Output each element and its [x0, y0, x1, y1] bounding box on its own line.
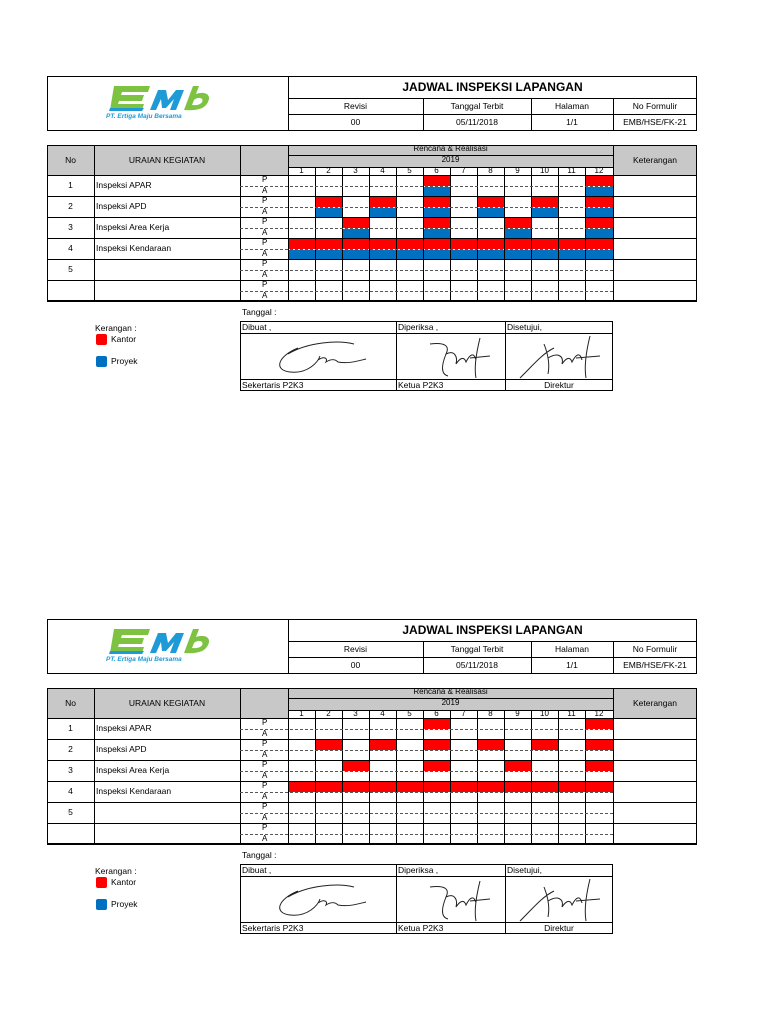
signature-mark: [258, 877, 378, 928]
company-logo: [104, 82, 216, 124]
col-header-uraian: URAIAN KEGIATAN: [128, 698, 206, 708]
plan-cell-4-m3: [343, 239, 369, 249]
header-label: Revisi: [343, 101, 368, 111]
actual-marker: A: [262, 291, 268, 300]
table-col-line: [613, 688, 614, 844]
row-activity-label: Inspeksi APD: [96, 744, 147, 754]
row-number: 2: [68, 744, 73, 754]
kantor-swatch: [96, 877, 107, 888]
plan-cell-4-m7: [451, 782, 477, 792]
plan-cell-4-m7: [451, 239, 477, 249]
actual-cell-2-m10: [532, 208, 558, 217]
actual-cell-4-m7: [451, 250, 477, 259]
plan-cell-4-m8: [478, 782, 504, 792]
plan-cell-1-m6: [424, 176, 450, 186]
month-col-line: [558, 167, 559, 301]
plan-cell-4-m12: [586, 239, 613, 249]
plan-cell-3-m6: [424, 761, 450, 771]
row-number: 2: [68, 201, 73, 211]
signature-name: Direktur: [544, 923, 574, 933]
plan-cell-4-m11: [559, 239, 585, 249]
plan-marker: P: [262, 781, 268, 790]
row-divider: [240, 291, 613, 292]
month-col-line: [450, 710, 451, 844]
plan-cell-4-m6: [424, 239, 450, 249]
month-label: 5: [407, 166, 412, 175]
signature-name: Sekertaris P2K3: [242, 923, 304, 933]
row-number: 1: [68, 723, 73, 733]
plan-cell-2-m6: [424, 740, 450, 750]
actual-cell-4-m6: [424, 250, 450, 259]
header-label: Tanggal Terbit: [450, 644, 504, 654]
month-label: 9: [515, 709, 520, 718]
month-label: 1: [299, 166, 304, 175]
date-label: Tanggal :: [242, 850, 277, 860]
month-label: 6: [434, 709, 439, 718]
actual-marker: A: [262, 270, 268, 279]
plan-cell-2-m2: [316, 740, 342, 750]
table-row-line: [47, 802, 697, 803]
actual-cell-2-m12: [586, 208, 613, 217]
row-activity-label: Inspeksi Kendaraan: [96, 243, 172, 253]
month-label: 8: [488, 709, 493, 718]
col-header-year: 2019: [441, 698, 460, 707]
plan-cell-2-m4: [370, 740, 396, 750]
actual-cell-1-m6: [424, 187, 450, 196]
plan-cell-4-m1: [289, 782, 315, 792]
legend-label: Kantor: [111, 334, 137, 344]
actual-marker: A: [262, 729, 268, 738]
plan-cell-4-m9: [505, 782, 531, 792]
month-col-line: [423, 710, 424, 844]
legend-title: Kerangan :: [95, 866, 137, 876]
plan-cell-4-m2: [316, 782, 342, 792]
month-col-line: [558, 710, 559, 844]
month-label: 3: [353, 166, 358, 175]
header-value: 00: [350, 660, 361, 670]
signature-role: Dibuat ,: [242, 322, 272, 332]
actual-marker: A: [262, 249, 268, 258]
signature-mark: [258, 334, 378, 385]
plan-marker: P: [262, 259, 268, 268]
signature-mark: [410, 334, 510, 385]
actual-marker: A: [262, 186, 268, 195]
month-col-line: [585, 710, 586, 844]
col-header-keterangan: Keterangan: [633, 698, 677, 708]
month-label: 7: [461, 166, 466, 175]
header-label: Halaman: [554, 644, 590, 654]
month-label: 12: [594, 709, 604, 718]
month-label: 4: [380, 709, 385, 718]
row-number: 5: [68, 807, 73, 817]
header-value: EMB/HSE/FK-21: [623, 660, 687, 670]
plan-cell-4-m2: [316, 239, 342, 249]
plan-marker: P: [262, 280, 268, 289]
row-number: 1: [68, 180, 73, 190]
plan-marker: P: [262, 217, 268, 226]
signature-mark: [514, 334, 614, 385]
month-label: 7: [461, 709, 466, 718]
plan-cell-4-m10: [532, 782, 558, 792]
month-label: 6: [434, 166, 439, 175]
legend-label: Proyek: [111, 356, 138, 366]
row-activity-label: Inspeksi Area Kerja: [96, 222, 170, 232]
col-header-plan: Rencana & Realisasi: [413, 144, 488, 153]
col-header-uraian: URAIAN KEGIATAN: [128, 155, 206, 165]
plan-cell-4-m3: [343, 782, 369, 792]
actual-cell-4-m4: [370, 250, 396, 259]
plan-cell-4-m1: [289, 239, 315, 249]
actual-cell-2-m6: [424, 208, 450, 217]
col-header-no: No: [65, 698, 76, 708]
actual-cell-4-m10: [532, 250, 558, 259]
table-row-line: [47, 844, 697, 845]
actual-cell-4-m9: [505, 250, 531, 259]
header-value: 05/11/2018: [456, 660, 498, 670]
plan-cell-2-m12: [586, 740, 613, 750]
month-col-line: [477, 710, 478, 844]
signature-divider: [396, 864, 397, 934]
actual-marker: A: [262, 207, 268, 216]
legend-label: Proyek: [111, 899, 138, 909]
row-divider: [240, 270, 613, 271]
legend-label: Kantor: [111, 877, 137, 887]
plan-cell-4-m6: [424, 782, 450, 792]
signature-role: Disetujui,: [507, 865, 542, 875]
month-label: 12: [594, 166, 604, 175]
plan-cell-2-m12: [586, 197, 613, 207]
plan-cell-2-m4: [370, 197, 396, 207]
plan-cell-2-m10: [532, 197, 558, 207]
row-divider: [240, 750, 613, 751]
actual-cell-4-m2: [316, 250, 342, 259]
plan-marker: P: [262, 718, 268, 727]
plan-cell-4-m5: [397, 239, 423, 249]
month-col-line: [504, 710, 505, 844]
plan-marker: P: [262, 802, 268, 811]
header-line: [288, 657, 697, 658]
month-col-line: [369, 710, 370, 844]
col-header-keterangan: Keterangan: [633, 155, 677, 165]
month-label: 9: [515, 166, 520, 175]
row-number: 4: [68, 243, 73, 253]
actual-cell-4-m8: [478, 250, 504, 259]
plan-marker: P: [262, 823, 268, 832]
table-row-line: [47, 301, 697, 302]
plan-marker: P: [262, 739, 268, 748]
plan-marker: P: [262, 196, 268, 205]
row-divider: [240, 792, 613, 793]
month-col-line: [450, 167, 451, 301]
plan-cell-2-m8: [478, 740, 504, 750]
signature-role: Diperiksa ,: [398, 865, 439, 875]
table-row-line: [47, 280, 697, 281]
plan-cell-2-m10: [532, 740, 558, 750]
month-label: 3: [353, 709, 358, 718]
actual-cell-4-m1: [289, 250, 315, 259]
plan-cell-3-m9: [505, 218, 531, 228]
table-col-line: [240, 688, 241, 844]
plan-cell-4-m4: [370, 782, 396, 792]
month-label: 11: [567, 166, 576, 175]
row-activity-label: Inspeksi APAR: [96, 723, 152, 733]
header-value: 05/11/2018: [456, 117, 498, 127]
month-label: 2: [326, 709, 331, 718]
plan-cell-4-m8: [478, 239, 504, 249]
col-header-plan: Rencana & Realisasi: [413, 687, 488, 696]
month-label: 10: [540, 166, 549, 175]
plan-cell-4-m4: [370, 239, 396, 249]
signature-name: Sekertaris P2K3: [242, 380, 304, 390]
plan-cell-4-m10: [532, 239, 558, 249]
row-number: 3: [68, 765, 73, 775]
actual-cell-3-m6: [424, 229, 450, 238]
row-divider: [240, 729, 613, 730]
month-col-line: [396, 167, 397, 301]
plan-cell-2-m8: [478, 197, 504, 207]
row-number: 3: [68, 222, 73, 232]
actual-cell-1-m12: [586, 187, 613, 196]
header-value: EMB/HSE/FK-21: [623, 117, 687, 127]
row-activity-label: Inspeksi APD: [96, 201, 147, 211]
header-value: 1/1: [566, 660, 578, 670]
plan-cell-3-m12: [586, 218, 613, 228]
month-label: 10: [540, 709, 549, 718]
month-label: 5: [407, 709, 412, 718]
plan-cell-3-m6: [424, 218, 450, 228]
month-label: 4: [380, 166, 385, 175]
actual-cell-3-m3: [343, 229, 369, 238]
signature-role: Disetujui,: [507, 322, 542, 332]
header-value: 00: [350, 117, 361, 127]
col-header-no: No: [65, 155, 76, 165]
actual-cell-3-m9: [505, 229, 531, 238]
month-col-line: [315, 167, 316, 301]
plan-cell-1-m12: [586, 719, 613, 729]
signature-mark: [514, 877, 614, 928]
month-col-line: [342, 710, 343, 844]
month-col-line: [396, 710, 397, 844]
header-label: No Formulir: [632, 101, 678, 111]
form-title: JADWAL INSPEKSI LAPANGAN: [402, 80, 583, 94]
actual-cell-4-m12: [586, 250, 613, 259]
actual-marker: A: [262, 792, 268, 801]
row-divider: [240, 813, 613, 814]
actual-marker: A: [262, 813, 268, 822]
table-col-line: [613, 145, 614, 301]
plan-cell-3-m9: [505, 761, 531, 771]
plan-marker: P: [262, 175, 268, 184]
company-logo: [104, 625, 216, 667]
actual-cell-3-m12: [586, 229, 613, 238]
month-col-line: [477, 167, 478, 301]
actual-marker: A: [262, 228, 268, 237]
actual-cell-4-m11: [559, 250, 585, 259]
actual-marker: A: [262, 771, 268, 780]
signature-mark: [410, 877, 510, 928]
plan-cell-3-m3: [343, 218, 369, 228]
row-activity-label: Inspeksi Area Kerja: [96, 765, 170, 775]
actual-cell-4-m3: [343, 250, 369, 259]
logo-text: PT. Ertiga Maju Bersama: [106, 656, 182, 663]
month-label: 2: [326, 166, 331, 175]
table-col-line: [240, 145, 241, 301]
row-activity-label: Inspeksi APAR: [96, 180, 152, 190]
form-title: JADWAL INSPEKSI LAPANGAN: [402, 623, 583, 637]
plan-cell-4-m5: [397, 782, 423, 792]
plan-cell-3-m3: [343, 761, 369, 771]
header-value: 1/1: [566, 117, 578, 127]
actual-cell-2-m4: [370, 208, 396, 217]
plan-marker: P: [262, 238, 268, 247]
month-col-line: [315, 710, 316, 844]
month-col-line: [531, 167, 532, 301]
plan-cell-4-m9: [505, 239, 531, 249]
signature-role: Dibuat ,: [242, 865, 272, 875]
row-activity-label: Inspeksi Kendaraan: [96, 786, 172, 796]
plan-marker: P: [262, 760, 268, 769]
col-header-year: 2019: [441, 155, 460, 164]
header-label: Tanggal Terbit: [450, 101, 504, 111]
header-label: Revisi: [343, 644, 368, 654]
proyek-swatch: [96, 356, 107, 367]
logo-text: PT. Ertiga Maju Bersama: [106, 113, 182, 120]
plan-cell-4-m11: [559, 782, 585, 792]
signature-divider: [396, 321, 397, 391]
month-label: 11: [567, 709, 576, 718]
plan-cell-4-m12: [586, 782, 613, 792]
signature-name: Ketua P2K3: [398, 923, 444, 933]
plan-cell-1-m6: [424, 719, 450, 729]
table-col-line: [94, 145, 95, 301]
header-line: [288, 98, 697, 99]
row-number: 5: [68, 264, 73, 274]
header-line: [288, 641, 697, 642]
kantor-swatch: [96, 334, 107, 345]
date-label: Tanggal :: [242, 307, 277, 317]
table-row-line: [47, 823, 697, 824]
header-label: Halaman: [554, 101, 590, 111]
header-line: [288, 114, 697, 115]
signature-role: Diperiksa ,: [398, 322, 439, 332]
month-label: 1: [299, 709, 304, 718]
actual-cell-2-m2: [316, 208, 342, 217]
header-label: No Formulir: [632, 644, 678, 654]
actual-cell-2-m8: [478, 208, 504, 217]
signature-name: Direktur: [544, 380, 574, 390]
actual-marker: A: [262, 834, 268, 843]
table-row-line: [47, 259, 697, 260]
legend-title: Kerangan :: [95, 323, 137, 333]
month-col-line: [369, 167, 370, 301]
proyek-swatch: [96, 899, 107, 910]
month-col-line: [531, 710, 532, 844]
row-number: 4: [68, 786, 73, 796]
actual-marker: A: [262, 750, 268, 759]
plan-cell-2-m6: [424, 197, 450, 207]
row-divider: [240, 771, 613, 772]
plan-cell-2-m2: [316, 197, 342, 207]
plan-cell-3-m12: [586, 761, 613, 771]
plan-cell-1-m12: [586, 176, 613, 186]
signature-name: Ketua P2K3: [398, 380, 444, 390]
row-divider: [240, 834, 613, 835]
month-label: 8: [488, 166, 493, 175]
table-col-line: [94, 688, 95, 844]
actual-cell-4-m5: [397, 250, 423, 259]
